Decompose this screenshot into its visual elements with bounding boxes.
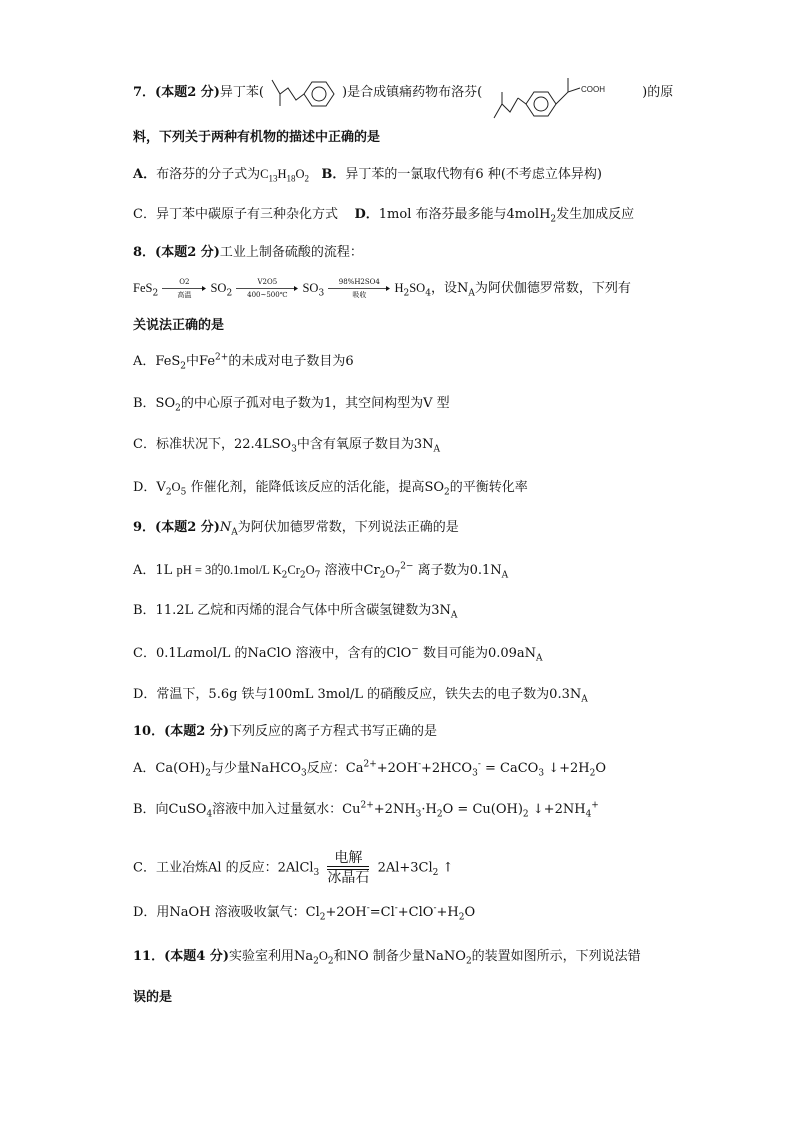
q9-line1: 9．(本题2 分)$N_A$为阿伏加德罗常数，下列说法正确的是 [133, 520, 459, 538]
q7-line2: 料，下列关于两种有机物的描述中正确的是 [133, 130, 381, 145]
q11-line2: 误的是 [133, 990, 173, 1005]
q8-option-a: A．FeS$_2$中$Fe^{2+}$的未成对电子数目为6 [133, 352, 354, 372]
q8-option-c: C．标准状况下，$22.4LSO_3$中含有氧原子数目为$3N_A$ [133, 437, 440, 455]
q11-line1: 11．(本题4 分)实验室利用$Na_2O_2$和NO 制备少量NaNO$_2$的装置如图所示，下列说法错 [133, 949, 641, 967]
q10-option-d: D．用NaOH 溶液吸收氯气：$Cl_2+2OH^-=Cl^-+ClO^-+H_2O$ [133, 903, 476, 923]
q10-option-b: B．向CuSO$_4$溶液中加入过量氨水：$Cu^{2+}+2NH_3\cdot H_2O = Cu(OH)_2$ $↓+2NH_4^+$ [133, 800, 599, 820]
q7-option-b-text: 异丁苯的一氯取代物有6 种(不考虑立体异构) [345, 167, 602, 182]
q7-option-d-tail: 发生加成反应 [556, 207, 635, 222]
q7-option-d-label: D． [354, 207, 379, 222]
q7-options-ab [133, 164, 602, 185]
q7-option-c: C．异丁苯中碳原子有三种杂化方式 [133, 207, 338, 222]
q8-flow: FeS$_2$ O2 高温 $SO_2$ V2O5 400~500℃ $SO_3$ 98%H2SO4 吸收 $H_2SO_4$，设$N_A$为阿伏伽德罗常数，下列有 [133, 278, 631, 299]
q9-number: 9．(本题2 分) [133, 520, 220, 535]
q8-option-d: D．$V_2O_5$ 作催化剂，能降低该反应的活化能，提高$SO_2$的平衡转化率 [133, 480, 528, 498]
q7-options-cd: C．异丁苯中碳原子有三种杂化方式 D．1mol 布洛芬最多能与4molH$_2$发生加成反应 [133, 207, 635, 225]
q8-option-b: B．$SO_2$的中心原子孤对电子数为1，其空间构型为V 型 [133, 396, 450, 414]
q8-arrow-2: V2O5 400~500℃ [236, 278, 298, 299]
q10-line1 [133, 722, 437, 742]
q10-reaction-condition: $\frac{\text{电解}}{\text{冰晶石}}$ [327, 850, 370, 886]
q10-title: 下列反应的离子方程式书写正确的是 [228, 724, 437, 739]
q7-text-2: )是合成镇痛药物布洛芬( [342, 85, 483, 100]
q7-option-a-label: A． [133, 167, 157, 182]
q9-option-d: D．常温下，5.6g 铁与100mL 3mol/L 的硝酸反应，铁失去的电子数为$0.3N_A$ [133, 687, 588, 705]
q8-title: 工业上制备硫酸的流程： [219, 245, 363, 260]
q10-number: 10．(本题2 分) [133, 724, 229, 739]
isobutylbenzene-structure [268, 72, 348, 112]
q7-text-1: 异丁苯( [219, 85, 264, 100]
q7-text-3: )的原 [642, 85, 674, 100]
q10-option-c: C．工业冶炼Al 的反应：2AlCl$_3$ $\frac{\text{电解}}{\text{冰晶石}}$ $2Al+3Cl_2$ ↑ [133, 850, 454, 886]
q9-option-a: A．1L pH = 3的0.1mol/L $K_2Cr_2O_7$ 溶液中$Cr_2O_7^{2-}$ 离子数为$0.1N_A$ [133, 561, 509, 581]
q9-title: 为阿伏加德罗常数，下列说法正确的是 [237, 520, 459, 535]
q9-option-c: C．0.1Lamol/L 的NaClO 溶液中，含有的ClO− 数目可能为$0.09aN_A$ [133, 644, 543, 664]
q8-arrow-3: 98%H2SO4 吸收 [328, 278, 390, 299]
q8-line1 [133, 243, 363, 263]
q7-option-d-text: 1mol 布洛芬最多能与4molH [378, 207, 551, 222]
ibuprofen-structure [490, 58, 620, 128]
q7-option-a-text: 布洛芬的分子式为 [156, 167, 261, 182]
svg-text:COOH: COOH [581, 85, 605, 94]
q7-option-a-formula: $C_{13}H_{18}O_2$ [260, 167, 310, 184]
q10-option-a: A．$Ca(OH)_2$与少量NaHCO$_3$反应：$Ca^{2+}+2OH^-+2HCO_3^-$ = CaCO$_3$ $↓+2H_2O$ [133, 759, 607, 779]
q7-option-b-label: B． [321, 167, 346, 182]
q8-arrow-1: O2 高温 [162, 278, 206, 299]
q8-number: 8．(本题2 分) [133, 245, 220, 260]
q8-line3: 关说法正确的是 [133, 318, 225, 333]
q7-number: 7．(本题2 分) [133, 85, 220, 100]
q11-number: 11．(本题4 分) [133, 949, 229, 964]
q9-option-b: B．11.2L 乙烷和丙烯的混合气体中所含碳氢键数为$3N_A$ [133, 603, 458, 621]
